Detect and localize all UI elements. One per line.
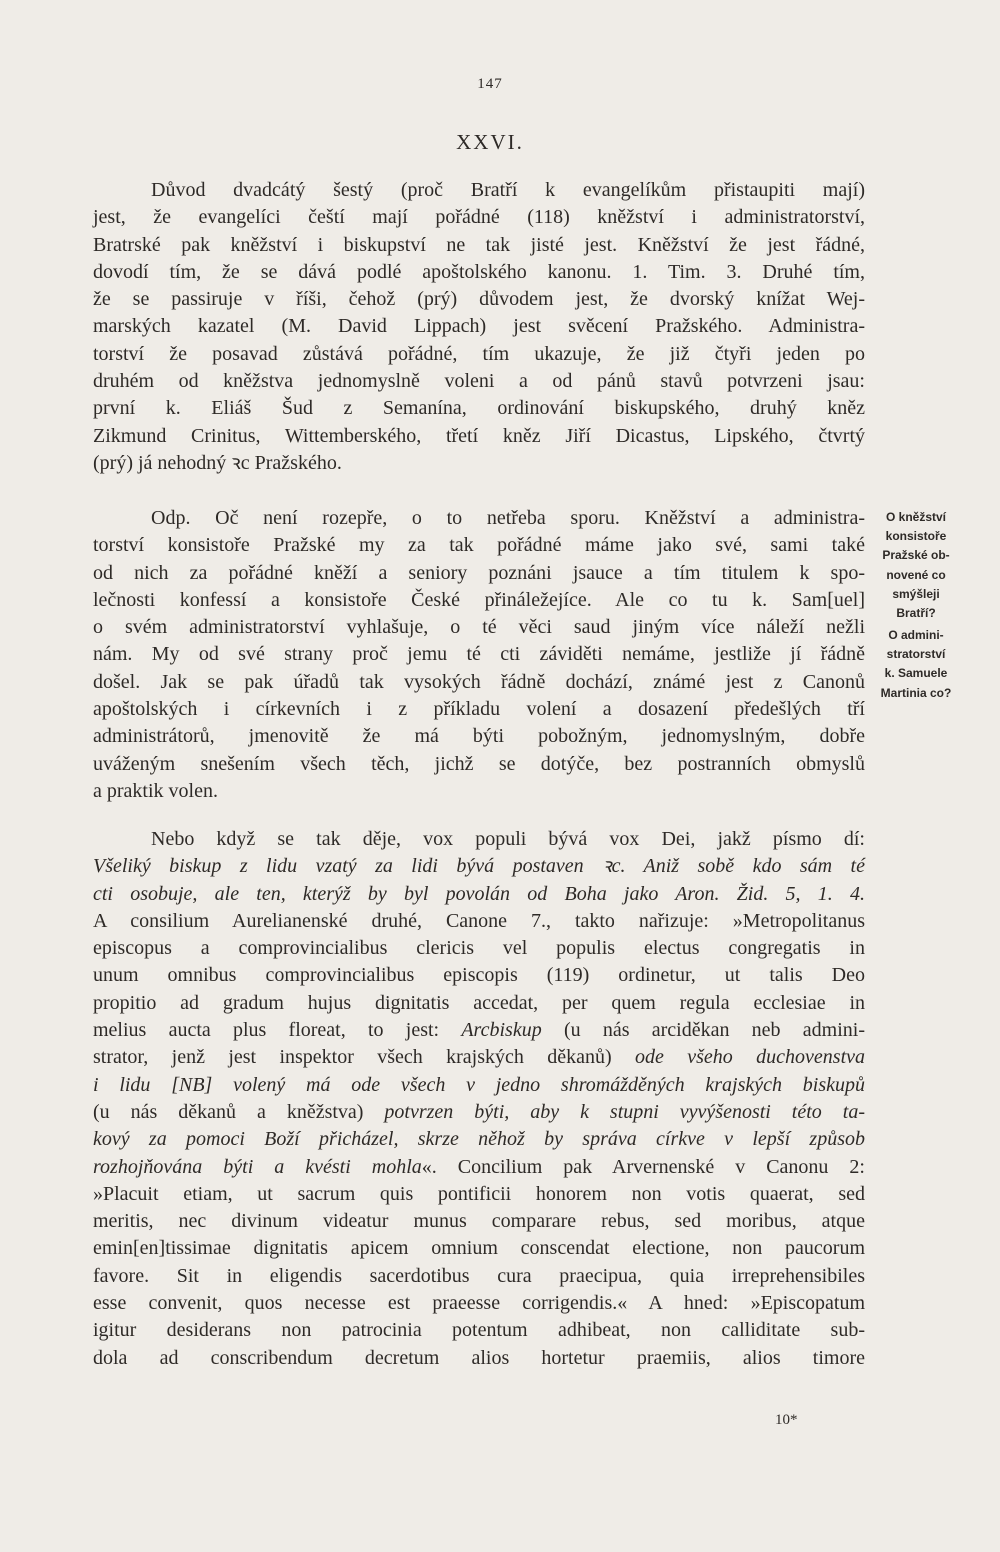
text-line-italic: kový za pomoci Boží přicházel, skrze něhož by správa církve v lepší způsob bbox=[93, 1128, 865, 1151]
paragraph-3 bbox=[93, 826, 865, 1372]
text-line: a praktik volen. bbox=[93, 779, 218, 802]
text-line: meritis, nec divinum videatur munus comparare rebus, sed moribus, atque bbox=[93, 1210, 865, 1233]
text-line: esse convenit, quos necesse est praeesse corrigendis.« A hned: »Episcopatum bbox=[93, 1292, 865, 1315]
text-line bbox=[93, 1017, 865, 1044]
margin-note-line: O kněžství bbox=[885, 510, 947, 524]
margin-note bbox=[870, 508, 962, 623]
margin-note-line: smýšleji bbox=[892, 586, 940, 601]
text-line: dovodí tím, že se dává podlé apoštolského kanonu. 1. Tim. 3. Druhé tím, bbox=[93, 260, 865, 283]
text-segment-italic: ode všeho duchovenstva bbox=[635, 1046, 866, 1069]
text-line: jest, že evangelíci čeští mají pořádné (118) kněžství i administratorství, bbox=[93, 206, 865, 229]
text-segment-italic: potvrzen býti, aby k stupni vyvýšenosti této ta- bbox=[384, 1100, 865, 1123]
text-line: administrátorů, jmenovitě že má býti pobožným, jednomyslným, dobře bbox=[93, 725, 865, 748]
text-line bbox=[93, 1044, 865, 1071]
text-line: Zikmund Crinitus, Wittemberského, třetí kněz Jiří Dicastus, Lipského, čtvrtý bbox=[93, 424, 865, 447]
margin-note-line: O admini- bbox=[888, 628, 944, 642]
margin-note-line: k. Samuele bbox=[884, 666, 948, 681]
text-line: favore. Sit in eligendis sacerdotibus cura praecipua, quia irreprehensibiles bbox=[93, 1264, 865, 1287]
text-line: (prý) já nehodný ꝛc Pražského. bbox=[93, 451, 342, 474]
text-segment: melius aucta plus floreat, to jest: bbox=[93, 1019, 440, 1042]
margin-note-line: konsistoře bbox=[885, 529, 947, 544]
text-line: torství konsistoře Pražské my za tak pořádné máme jako své, sami také bbox=[93, 534, 865, 557]
text-line: »Placuit etiam, ut sacrum quis pontificii honorem non votis quaerat, sed bbox=[93, 1182, 865, 1205]
text-line: igitur desiderans non patrocinia potentum adhibeat, non calliditate sub- bbox=[93, 1319, 865, 1342]
text-line-italic: Všeliký biskup z lidu vzatý za lidi bývá postaven ꝛc. Aniž sobě kdo sám té bbox=[93, 855, 865, 878]
text-line: marských kazatel (M. David Lippach) jest svěcení Pražského. Administra- bbox=[93, 315, 865, 338]
text-line: propitio ad gradum hujus dignitatis accedat, per quem regula ecclesiae in bbox=[93, 991, 865, 1014]
paragraph-1 bbox=[93, 177, 865, 477]
text-segment-italic: Arcbiskup bbox=[461, 1019, 542, 1042]
text-line-italic: i lidu [NB] volený má ode všech v jedno shromážděných krajských biskupů bbox=[93, 1073, 865, 1096]
text-line: emin[en]tissimae dignitatis apicem omnium conscendat electione, non paucorum bbox=[93, 1237, 865, 1260]
margin-note bbox=[870, 626, 962, 703]
text-line: apoštolských i církevních i z příkladu volení a dosazení předešlých tří bbox=[93, 698, 865, 721]
text-line bbox=[93, 1099, 865, 1126]
margin-note-line: stratorství bbox=[886, 647, 946, 662]
signature-mark: 10* bbox=[775, 1412, 798, 1428]
text-line: torství že posavad zůstává pořádné, tím ukazuje, že již čtyři jeden po bbox=[93, 342, 865, 365]
paragraph-2 bbox=[93, 505, 865, 805]
text-line: od nich za pořádné kněží a seniory poznáni jsauce a tím titulem k spo- bbox=[93, 561, 865, 584]
text-line: uváženým snešením všech těch, jichž se dotýče, bez postranních obmyslů bbox=[93, 752, 865, 775]
text-line: o svém administratorství vyhlašuje, o té věci saud jiným více náleží nežli bbox=[93, 616, 865, 639]
text-line: nám. My od své strany proč jemu té cti záviděti nemáme, jestliže jí řádně bbox=[93, 643, 865, 666]
page-number: 147 bbox=[477, 76, 503, 92]
text-line: Odp. Oč není rozepře, o to netřeba sporu. Kněžství a administra- bbox=[151, 507, 865, 529]
text-segment-italic: rozhojňována býti a kvésti mohla bbox=[93, 1155, 422, 1178]
text-line: došel. Jak se pak úřadů tak vysokých řádně dochází, známé jest z Canonů bbox=[93, 670, 865, 693]
text-line bbox=[93, 1154, 865, 1181]
chapter-heading: XXVI. bbox=[456, 130, 524, 154]
text-line: Důvod dvadcátý šestý (proč Bratří k evangelíkům přistaupiti mají) bbox=[151, 179, 865, 201]
text-line: Nebo když se tak děje, vox populi bývá vox Dei, jakž písmo dí: bbox=[151, 828, 865, 850]
text-line: unum omnibus comprovincialibus episcopis (119) ordinetur, ut talis Deo bbox=[93, 964, 865, 987]
margin-note-line: Pražské ob- bbox=[882, 548, 950, 563]
text-line: první k. Eliáš Šud z Semanína, ordinování biskupského, druhý kněz bbox=[93, 397, 865, 420]
text-line: druhém od kněžstva jednomyslně voleni a od pánů stavů potvrzeni jsau: bbox=[93, 370, 865, 393]
text-line: A consilium Aurelianenské druhé, Canone 7., takto nařizuje: »Metropolitanus bbox=[93, 909, 865, 932]
text-segment: (u nás děkanů a kněžstva) bbox=[93, 1100, 364, 1123]
text-line: dola ad conscribendum decretum alios hortetur praemiis, alios timore bbox=[93, 1346, 865, 1369]
margin-note-line: Martinia co? bbox=[880, 685, 952, 700]
margin-note-line: novené co bbox=[886, 567, 946, 582]
text-line: lečnosti konfessí a konsistoře České přináležejíce. Ale co tu k. Sam[uel] bbox=[93, 588, 865, 611]
text-line-italic: cti osobuje, ale ten, kterýž by byl povolán od Boha jako Aron. Žid. 5, 1. 4. bbox=[93, 882, 865, 905]
text-line: episcopus a comprovincialibus clericis vel populis electus congregatis in bbox=[93, 937, 865, 960]
text-line: Bratrské pak kněžství i biskupství ne tak jisté jest. Kněžství že jest řádné, bbox=[93, 233, 865, 256]
text-segment: strator, jenž jest inspektor všech krajských děkanů) bbox=[93, 1046, 612, 1069]
text-segment: (u nás arciděkan neb admini- bbox=[563, 1019, 865, 1042]
text-line: že se passiruje v říši, čehož (prý) důvodem jest, že dvorský knížat Wej- bbox=[93, 288, 865, 311]
margin-note-line: Bratří? bbox=[896, 605, 936, 620]
text-segment: «. Concilium pak Arvernenské v Canonu 2: bbox=[421, 1155, 865, 1178]
